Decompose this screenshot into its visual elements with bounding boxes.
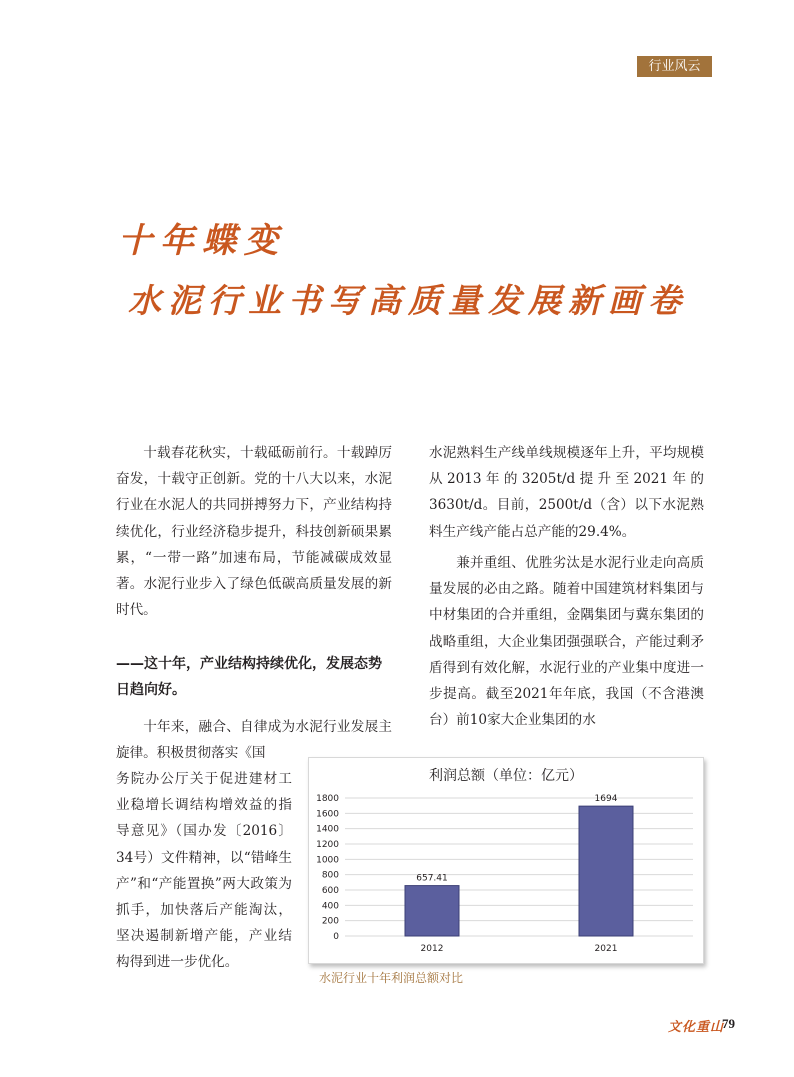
profit-chart-svg <box>309 758 703 963</box>
y-tick-label: 800 <box>321 870 339 881</box>
section-tag: 行业风云 <box>637 56 712 77</box>
y-tick-label: 400 <box>321 901 339 912</box>
magazine-logo: 文化重山 <box>668 1020 725 1035</box>
y-tick-label: 0 <box>333 932 339 942</box>
article-title-line1: 十年蝶变 <box>118 221 286 261</box>
y-tick-label: 1400 <box>316 824 339 835</box>
profit-chart <box>308 757 704 964</box>
y-tick-label: 1200 <box>316 840 339 850</box>
y-tick-label: 200 <box>321 916 339 927</box>
y-tick-label: 600 <box>321 886 339 896</box>
x-tick-label: 2012 <box>420 944 444 954</box>
data-label-2012: 657.41 <box>416 873 448 884</box>
paragraph-intro: 十载春花秋实，十载砥砺前行。十载踔厉奋发，十载守正创新。党的十八大以来，水泥行业在水泥人的共同拼搏努力下，产业结构持续优化，行业经济稳步提升，科技创新硕果累累，“一带一路”加速布局，节能减碳成效显著。水泥行业步入了绿色低碳高质量发展的新时代。 <box>116 445 392 619</box>
y-tick-label: 1800 <box>316 794 339 804</box>
y-tick-label: 1000 <box>316 855 339 866</box>
article-title-line2: 水泥行业书写高质量发展新画卷 <box>128 281 688 320</box>
paragraph-integration-cont: 务院办公厅关于促进建材工业稳增长调结构增效益的指导意见》（国办发〔2016〕34号）文件精神，以“错峰生产”和“产能置换”两大政策为抓手，加快落后产能淘汰，坚决遏制新增产能，产业结构得到进一步优化。 <box>116 771 292 971</box>
paragraph-merger: 兼并重组、优胜劣汰是水泥行业走向高质量发展的必由之路。随着中国建筑材料集团与中材集团的合并重组，金隅集团与冀东集团的战略重组，大企业集团强强联合，产能过剩矛盾得到有效化解，水泥行业的产业集中度进一步提高。截至2021年年底，我国（不含港澳台）前10家大企业集团的水 <box>429 555 704 729</box>
paragraph-clinker: 水泥熟料生产线单线规模逐年上升，平均规模从2013年的3205t/d提升至2021年的3630t/d。目前，2500t/d（含）以下水泥熟料生产线产能占总产能的29.4%。 <box>429 445 704 540</box>
bar-2012 <box>405 886 459 936</box>
x-tick-label: 2021 <box>594 944 618 954</box>
y-tick-label: 1600 <box>316 809 339 820</box>
chart-caption: 水泥行业十年利润总额对比 <box>319 971 464 985</box>
data-label-2021: 1694 <box>594 794 618 805</box>
chart-title: 利润总额（单位：亿元） <box>429 768 583 784</box>
bar-2021 <box>579 806 633 936</box>
page-number: 79 <box>722 1016 735 1031</box>
section-heading: ——这十年，产业结构持续优化，发展态势日趋向好。 <box>116 656 382 698</box>
paragraph-integration-start: 十年来，融合、自律成为水泥行业发展主旋律。积极贯彻落实《国 <box>116 719 392 762</box>
